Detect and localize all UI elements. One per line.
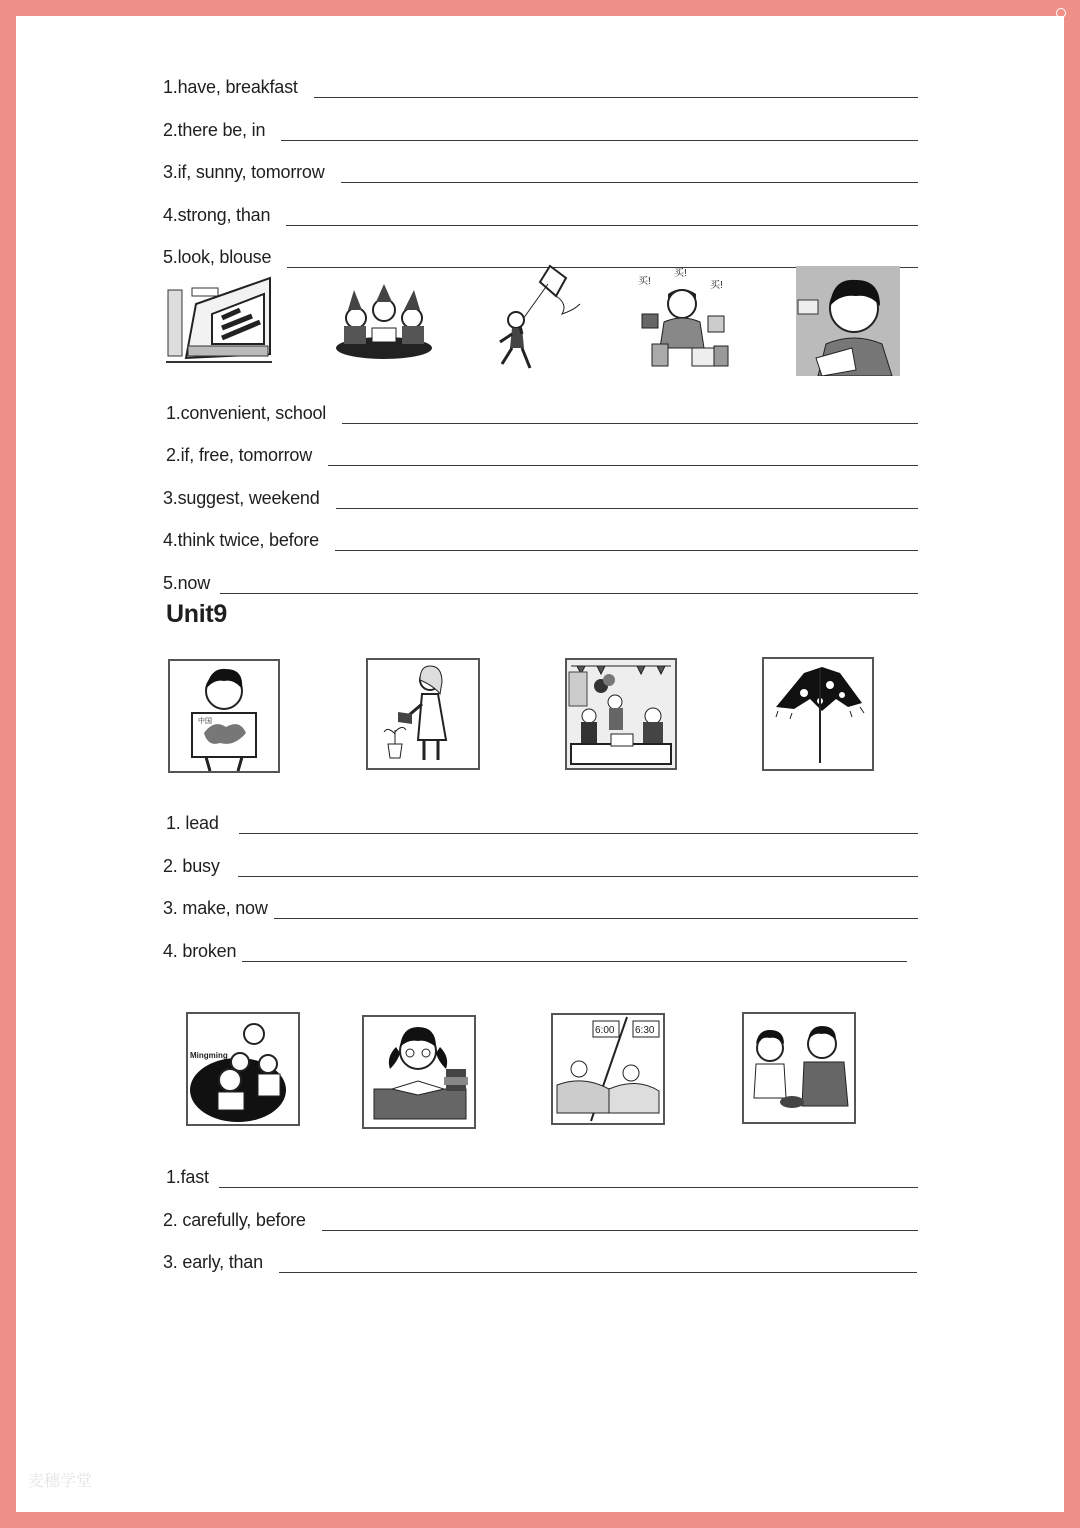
- family-group-icon: [186, 1012, 300, 1126]
- prompt-label: 3. early, than: [163, 1252, 263, 1272]
- answer-line[interactable]: [336, 508, 918, 509]
- clock-wakeup-icon: [551, 1013, 665, 1125]
- boy-reading-icon: [796, 266, 900, 376]
- girl-studying-icon: [362, 1015, 476, 1129]
- mingming-sign-text: Mingming: [190, 1051, 228, 1060]
- answer-line[interactable]: [279, 1272, 917, 1273]
- exercise-row: [163, 936, 907, 964]
- exercise-row: [163, 525, 918, 553]
- prompt-label: 1.fast: [166, 1167, 209, 1187]
- prompt-label: 3.suggest, weekend: [163, 488, 320, 508]
- answer-line[interactable]: [341, 182, 918, 183]
- exercise-row: [163, 72, 918, 100]
- watermark: 麦穗学堂: [28, 1471, 93, 1490]
- answer-line[interactable]: [342, 423, 918, 424]
- exercise-row: [166, 440, 918, 468]
- train-station-icon: [166, 274, 272, 366]
- answer-line[interactable]: [238, 876, 918, 877]
- exercise-row: [166, 398, 918, 426]
- prompt-label: 4.strong, than: [163, 205, 271, 225]
- svg-text:买!: 买!: [710, 280, 723, 291]
- exercise-row: [163, 851, 918, 879]
- birthday-party-icon: [334, 284, 434, 360]
- party-room-icon: [565, 658, 677, 770]
- answer-line[interactable]: [281, 140, 918, 141]
- svg-text:中国: 中国: [198, 718, 212, 725]
- prompt-label: 4. broken: [163, 941, 237, 961]
- prompt-label: 5.now: [163, 573, 211, 593]
- exercise-row: [163, 200, 918, 228]
- answer-line[interactable]: [220, 593, 918, 594]
- prompt-label: 4.think twice, before: [163, 530, 319, 550]
- exercise-row: [163, 483, 918, 511]
- answer-line[interactable]: [242, 961, 907, 962]
- answer-line[interactable]: [274, 918, 918, 919]
- prompt-label: 3.if, sunny, tomorrow: [163, 162, 325, 182]
- exercise-row: [163, 893, 918, 921]
- prompt-label: 2. carefully, before: [163, 1210, 306, 1230]
- answer-line[interactable]: [314, 97, 918, 98]
- broken-umbrella-icon: [762, 657, 874, 771]
- answer-line[interactable]: [328, 465, 918, 466]
- corner-ring: [1056, 8, 1066, 18]
- exercise-row: [163, 1205, 918, 1233]
- exercise-row: [163, 115, 918, 143]
- kite-flying-icon: [490, 264, 584, 372]
- svg-text:买!: 买!: [674, 268, 687, 279]
- answer-line[interactable]: [322, 1230, 918, 1231]
- answer-line[interactable]: [335, 550, 918, 551]
- shopping-girl-icon: [634, 266, 730, 370]
- prompt-label: 2.there be, in: [163, 120, 266, 140]
- exercise-row: [166, 1162, 918, 1190]
- prompt-label: 2.if, free, tomorrow: [166, 445, 313, 465]
- answer-line[interactable]: [219, 1187, 918, 1188]
- exercise-row: [163, 568, 918, 596]
- exercise-row: [166, 808, 918, 836]
- prompt-label: 1.convenient, school: [166, 403, 327, 423]
- unit-heading: Unit9: [166, 600, 228, 628]
- boy-with-map-icon: [168, 659, 280, 773]
- answer-line[interactable]: [286, 225, 918, 226]
- prompt-label: 2. busy: [163, 856, 220, 876]
- children-eating-icon: [742, 1012, 856, 1124]
- worksheet-page: [16, 16, 1064, 1512]
- exercise-row: [163, 1247, 917, 1275]
- prompt-label: 1.have, breakfast: [163, 77, 298, 97]
- exercise-row: [163, 157, 918, 185]
- prompt-label: 3. make, now: [163, 898, 268, 918]
- answer-line[interactable]: [239, 833, 918, 834]
- clock-time-right: 6:30: [635, 1025, 655, 1036]
- prompt-label: 1. lead: [166, 813, 219, 833]
- prompt-label: 5.look, blouse: [163, 247, 272, 267]
- clock-time-left: 6:00: [595, 1025, 615, 1036]
- woman-watering-plant-icon: [366, 658, 480, 770]
- svg-text:买!: 买!: [638, 276, 651, 287]
